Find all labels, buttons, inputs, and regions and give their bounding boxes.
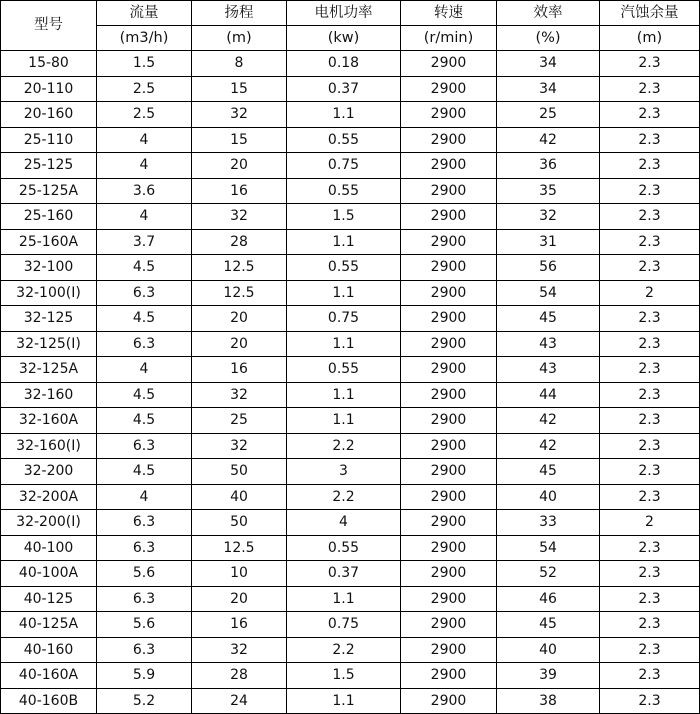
cell-head: 20 xyxy=(192,586,287,612)
cell-npsh: 2.3 xyxy=(600,408,700,434)
header-row-names xyxy=(1,1,700,26)
cell-efficiency: 25 xyxy=(497,102,600,128)
cell-npsh: 2.3 xyxy=(600,586,700,612)
cell-model: 32-125A xyxy=(1,357,97,383)
header-row-units xyxy=(1,26,700,51)
cell-speed: 2900 xyxy=(401,153,497,179)
cell-head: 32 xyxy=(192,433,287,459)
cell-flow: 4 xyxy=(97,357,192,383)
cell-speed: 2900 xyxy=(401,561,497,587)
cell-head: 12.5 xyxy=(192,535,287,561)
cell-power: 1.5 xyxy=(287,663,401,689)
cell-npsh: 2.3 xyxy=(600,688,700,714)
cell-head: 24 xyxy=(192,688,287,714)
cell-flow: 2.5 xyxy=(97,102,192,128)
cell-power: 1.5 xyxy=(287,204,401,230)
cell-model: 32-100(I) xyxy=(1,280,97,306)
cell-efficiency: 39 xyxy=(497,663,600,689)
cell-speed: 2900 xyxy=(401,408,497,434)
cell-efficiency: 44 xyxy=(497,382,600,408)
cell-speed: 2900 xyxy=(401,204,497,230)
cell-npsh: 2.3 xyxy=(600,153,700,179)
cell-efficiency: 31 xyxy=(497,229,600,255)
cell-model: 32-160 xyxy=(1,382,97,408)
cell-flow: 4.5 xyxy=(97,408,192,434)
cell-model: 20-110 xyxy=(1,76,97,102)
cell-power: 0.55 xyxy=(287,127,401,153)
cell-speed: 2900 xyxy=(401,127,497,153)
header-efficiency: 效率 xyxy=(497,1,600,26)
cell-model: 32-160(I) xyxy=(1,433,97,459)
cell-npsh: 2.3 xyxy=(600,561,700,587)
cell-speed: 2900 xyxy=(401,459,497,485)
header-npsh-unit: (m) xyxy=(600,26,700,51)
cell-flow: 5.9 xyxy=(97,663,192,689)
header-model: 型号 xyxy=(1,1,97,51)
header-flow-unit: (m3/h) xyxy=(97,26,192,51)
cell-flow: 4.5 xyxy=(97,459,192,485)
cell-flow: 6.3 xyxy=(97,331,192,357)
cell-speed: 2900 xyxy=(401,484,497,510)
table-row xyxy=(1,204,700,230)
cell-npsh: 2.3 xyxy=(600,331,700,357)
cell-npsh: 2.3 xyxy=(600,535,700,561)
cell-power: 0.55 xyxy=(287,357,401,383)
cell-model: 40-160B xyxy=(1,688,97,714)
cell-speed: 2900 xyxy=(401,102,497,128)
cell-power: 0.18 xyxy=(287,51,401,77)
cell-model: 25-110 xyxy=(1,127,97,153)
cell-model: 40-125A xyxy=(1,612,97,638)
cell-model: 40-100 xyxy=(1,535,97,561)
cell-npsh: 2.3 xyxy=(600,51,700,77)
cell-model: 40-160A xyxy=(1,663,97,689)
cell-head: 15 xyxy=(192,76,287,102)
cell-head: 12.5 xyxy=(192,255,287,281)
table-row xyxy=(1,510,700,536)
cell-head: 8 xyxy=(192,51,287,77)
cell-power: 1.1 xyxy=(287,586,401,612)
cell-npsh: 2.3 xyxy=(600,306,700,332)
cell-model: 25-160 xyxy=(1,204,97,230)
cell-npsh: 2.3 xyxy=(600,637,700,663)
cell-npsh: 2.3 xyxy=(600,484,700,510)
table-row xyxy=(1,459,700,485)
table-row xyxy=(1,153,700,179)
cell-head: 50 xyxy=(192,510,287,536)
table-row xyxy=(1,51,700,77)
cell-power: 4 xyxy=(287,510,401,536)
cell-npsh: 2.3 xyxy=(600,663,700,689)
cell-head: 50 xyxy=(192,459,287,485)
cell-model: 25-160A xyxy=(1,229,97,255)
cell-model: 40-160 xyxy=(1,637,97,663)
cell-efficiency: 45 xyxy=(497,459,600,485)
cell-efficiency: 42 xyxy=(497,433,600,459)
header-flow: 流量 xyxy=(97,1,192,26)
cell-speed: 2900 xyxy=(401,306,497,332)
cell-speed: 2900 xyxy=(401,535,497,561)
cell-head: 25 xyxy=(192,408,287,434)
header-speed-unit: (r/min) xyxy=(401,26,497,51)
cell-head: 10 xyxy=(192,561,287,587)
cell-head: 15 xyxy=(192,127,287,153)
cell-speed: 2900 xyxy=(401,663,497,689)
cell-flow: 5.6 xyxy=(97,561,192,587)
cell-flow: 6.3 xyxy=(97,433,192,459)
table-row xyxy=(1,433,700,459)
cell-efficiency: 42 xyxy=(497,408,600,434)
cell-npsh: 2.3 xyxy=(600,178,700,204)
cell-efficiency: 52 xyxy=(497,561,600,587)
cell-speed: 2900 xyxy=(401,331,497,357)
cell-head: 16 xyxy=(192,178,287,204)
cell-npsh: 2.3 xyxy=(600,612,700,638)
cell-flow: 6.3 xyxy=(97,637,192,663)
header-power: 电机功率 xyxy=(287,1,401,26)
cell-speed: 2900 xyxy=(401,433,497,459)
cell-flow: 6.3 xyxy=(97,535,192,561)
table-row xyxy=(1,280,700,306)
cell-power: 0.55 xyxy=(287,535,401,561)
cell-flow: 3.7 xyxy=(97,229,192,255)
cell-head: 40 xyxy=(192,484,287,510)
cell-flow: 4 xyxy=(97,153,192,179)
header-head-unit: (m) xyxy=(192,26,287,51)
cell-power: 0.75 xyxy=(287,306,401,332)
cell-head: 28 xyxy=(192,229,287,255)
cell-power: 0.75 xyxy=(287,153,401,179)
cell-power: 0.75 xyxy=(287,612,401,638)
cell-power: 1.1 xyxy=(287,688,401,714)
table-row xyxy=(1,382,700,408)
table-row xyxy=(1,561,700,587)
cell-flow: 4 xyxy=(97,484,192,510)
cell-flow: 3.6 xyxy=(97,178,192,204)
cell-speed: 2900 xyxy=(401,586,497,612)
cell-npsh: 2 xyxy=(600,510,700,536)
table-row xyxy=(1,612,700,638)
table-row xyxy=(1,102,700,128)
header-power-unit: (kw) xyxy=(287,26,401,51)
cell-power: 0.55 xyxy=(287,255,401,281)
cell-model: 32-100 xyxy=(1,255,97,281)
cell-speed: 2900 xyxy=(401,76,497,102)
cell-flow: 4.5 xyxy=(97,255,192,281)
cell-head: 16 xyxy=(192,612,287,638)
cell-model: 32-200 xyxy=(1,459,97,485)
cell-efficiency: 34 xyxy=(497,76,600,102)
cell-power: 1.1 xyxy=(287,408,401,434)
cell-power: 0.37 xyxy=(287,561,401,587)
header-efficiency-unit: (%) xyxy=(497,26,600,51)
cell-power: 2.2 xyxy=(287,433,401,459)
header-npsh: 汽蚀余量 xyxy=(600,1,700,26)
cell-efficiency: 40 xyxy=(497,484,600,510)
cell-flow: 4.5 xyxy=(97,382,192,408)
cell-efficiency: 34 xyxy=(497,51,600,77)
cell-speed: 2900 xyxy=(401,357,497,383)
table-row xyxy=(1,229,700,255)
cell-model: 25-125 xyxy=(1,153,97,179)
table-row xyxy=(1,484,700,510)
cell-efficiency: 56 xyxy=(497,255,600,281)
cell-power: 1.1 xyxy=(287,229,401,255)
cell-power: 0.37 xyxy=(287,76,401,102)
cell-speed: 2900 xyxy=(401,510,497,536)
cell-flow: 6.3 xyxy=(97,280,192,306)
cell-model: 32-160A xyxy=(1,408,97,434)
table-header xyxy=(1,1,700,51)
cell-speed: 2900 xyxy=(401,637,497,663)
cell-model: 32-200A xyxy=(1,484,97,510)
cell-model: 25-125A xyxy=(1,178,97,204)
cell-head: 20 xyxy=(192,331,287,357)
table-row xyxy=(1,255,700,281)
cell-npsh: 2.3 xyxy=(600,102,700,128)
cell-model: 32-125 xyxy=(1,306,97,332)
cell-efficiency: 54 xyxy=(497,535,600,561)
table-row xyxy=(1,586,700,612)
cell-efficiency: 40 xyxy=(497,637,600,663)
cell-efficiency: 33 xyxy=(497,510,600,536)
cell-speed: 2900 xyxy=(401,51,497,77)
cell-power: 2.2 xyxy=(287,484,401,510)
cell-model: 32-200(I) xyxy=(1,510,97,536)
cell-npsh: 2.3 xyxy=(600,357,700,383)
table-row xyxy=(1,331,700,357)
header-speed: 转速 xyxy=(401,1,497,26)
cell-speed: 2900 xyxy=(401,229,497,255)
cell-efficiency: 45 xyxy=(497,306,600,332)
cell-npsh: 2.3 xyxy=(600,76,700,102)
cell-efficiency: 35 xyxy=(497,178,600,204)
table-body xyxy=(1,51,700,714)
cell-power: 3 xyxy=(287,459,401,485)
cell-efficiency: 54 xyxy=(497,280,600,306)
cell-flow: 2.5 xyxy=(97,76,192,102)
cell-flow: 5.6 xyxy=(97,612,192,638)
cell-npsh: 2.3 xyxy=(600,204,700,230)
table-row xyxy=(1,306,700,332)
table-row xyxy=(1,76,700,102)
cell-efficiency: 43 xyxy=(497,357,600,383)
cell-npsh: 2.3 xyxy=(600,127,700,153)
table-row xyxy=(1,688,700,714)
cell-flow: 4.5 xyxy=(97,306,192,332)
cell-head: 32 xyxy=(192,204,287,230)
cell-model: 15-80 xyxy=(1,51,97,77)
cell-flow: 4 xyxy=(97,204,192,230)
cell-model: 20-160 xyxy=(1,102,97,128)
cell-power: 1.1 xyxy=(287,102,401,128)
cell-npsh: 2.3 xyxy=(600,459,700,485)
cell-efficiency: 42 xyxy=(497,127,600,153)
cell-npsh: 2.3 xyxy=(600,382,700,408)
cell-efficiency: 46 xyxy=(497,586,600,612)
table-row xyxy=(1,178,700,204)
cell-model: 40-100A xyxy=(1,561,97,587)
cell-model: 32-125(I) xyxy=(1,331,97,357)
cell-power: 1.1 xyxy=(287,382,401,408)
cell-efficiency: 36 xyxy=(497,153,600,179)
cell-speed: 2900 xyxy=(401,382,497,408)
cell-speed: 2900 xyxy=(401,178,497,204)
cell-efficiency: 38 xyxy=(497,688,600,714)
cell-power: 0.55 xyxy=(287,178,401,204)
cell-speed: 2900 xyxy=(401,612,497,638)
cell-head: 28 xyxy=(192,663,287,689)
cell-flow: 6.3 xyxy=(97,586,192,612)
cell-flow: 4 xyxy=(97,127,192,153)
cell-speed: 2900 xyxy=(401,280,497,306)
cell-speed: 2900 xyxy=(401,688,497,714)
cell-head: 12.5 xyxy=(192,280,287,306)
cell-head: 32 xyxy=(192,102,287,128)
cell-npsh: 2.3 xyxy=(600,433,700,459)
cell-head: 20 xyxy=(192,306,287,332)
cell-model: 40-125 xyxy=(1,586,97,612)
table-row xyxy=(1,357,700,383)
cell-flow: 6.3 xyxy=(97,510,192,536)
cell-power: 1.1 xyxy=(287,331,401,357)
cell-npsh: 2.3 xyxy=(600,255,700,281)
cell-flow: 1.5 xyxy=(97,51,192,77)
table-row xyxy=(1,663,700,689)
cell-head: 16 xyxy=(192,357,287,383)
cell-head: 32 xyxy=(192,637,287,663)
cell-flow: 5.2 xyxy=(97,688,192,714)
table-row xyxy=(1,637,700,663)
table-row xyxy=(1,408,700,434)
cell-efficiency: 43 xyxy=(497,331,600,357)
cell-speed: 2900 xyxy=(401,255,497,281)
cell-npsh: 2.3 xyxy=(600,229,700,255)
table-row xyxy=(1,127,700,153)
cell-efficiency: 45 xyxy=(497,612,600,638)
header-head: 扬程 xyxy=(192,1,287,26)
cell-head: 32 xyxy=(192,382,287,408)
cell-efficiency: 32 xyxy=(497,204,600,230)
cell-head: 20 xyxy=(192,153,287,179)
cell-npsh: 2 xyxy=(600,280,700,306)
cell-power: 1.1 xyxy=(287,280,401,306)
cell-power: 2.2 xyxy=(287,637,401,663)
table-row xyxy=(1,535,700,561)
